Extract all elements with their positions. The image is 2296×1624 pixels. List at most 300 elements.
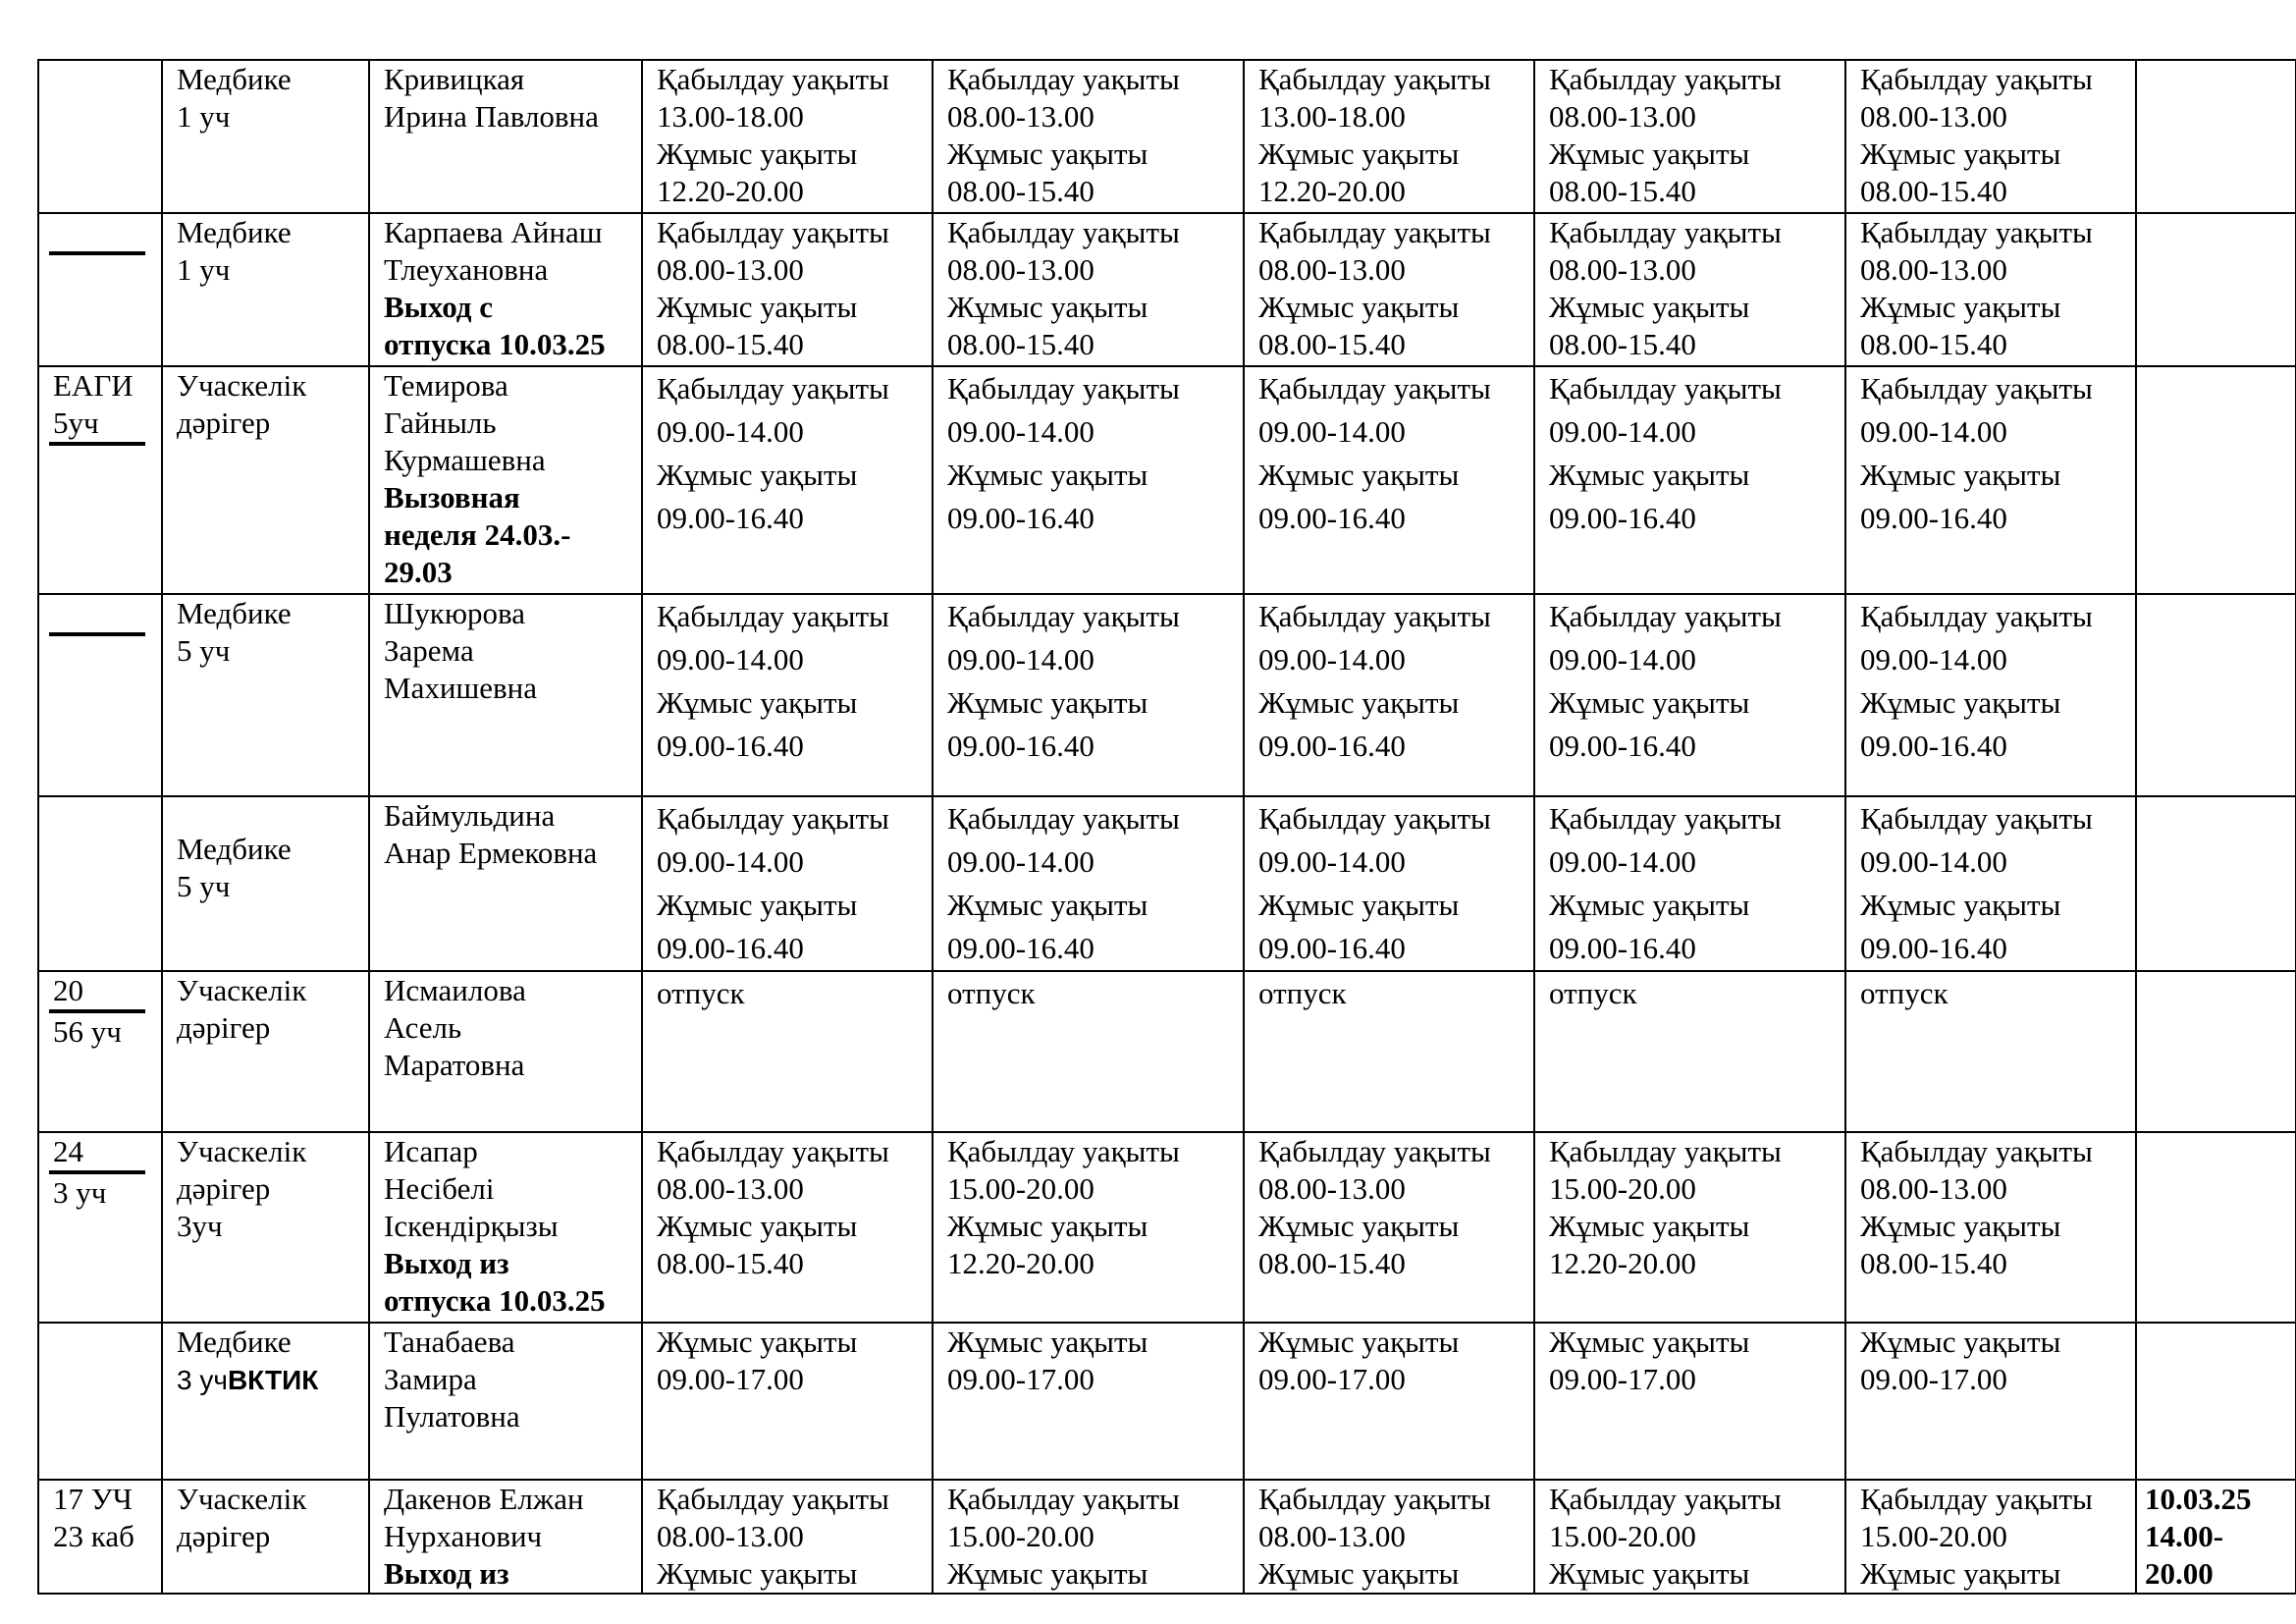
schedule-line: Жұмыс уақыты (947, 888, 1148, 922)
schedule-line: 09.00-16.40 (1860, 931, 2007, 965)
name-line: Шукюрова (384, 596, 525, 630)
schedule-line: отпуск (1860, 976, 1949, 1010)
schedule-line: 09.00-16.40 (1860, 729, 2007, 763)
schedule-line: 09.00-17.00 (947, 1362, 1095, 1396)
code-cell (38, 213, 162, 366)
name-line: неделя 24.03.- (384, 517, 571, 552)
schedule-line: 12.20-20.00 (1549, 1246, 1696, 1280)
schedule-line: 12.20-20.00 (657, 174, 804, 208)
schedule-line: 09.00-16.40 (947, 729, 1095, 763)
schedule-line: Жұмыс уақыты (1549, 1325, 1750, 1359)
role-cell (162, 1480, 369, 1594)
day-cell (933, 60, 1244, 213)
schedule-line: 09.00-14.00 (1860, 414, 2007, 449)
schedule-line: 08.00-13.00 (1549, 252, 1696, 287)
role-cell (162, 1323, 369, 1480)
schedule-line: 15.00-20.00 (947, 1519, 1095, 1553)
schedule-line: Жұмыс уақыты (1258, 888, 1460, 922)
schedule-line: Қабылдау уақыты (1860, 1482, 2093, 1516)
day-cell (1534, 1480, 1845, 1594)
name-line: Выход из (384, 1556, 509, 1591)
day-cell (642, 971, 933, 1132)
schedule-line: 08.00-13.00 (1258, 252, 1406, 287)
schedule-line: 13.00-18.00 (657, 99, 804, 134)
schedule-line: 12.20-20.00 (1258, 174, 1406, 208)
schedule-line: 09.00-17.00 (1860, 1362, 2007, 1396)
day-cell (642, 60, 933, 213)
note-line: 20.00 (2145, 1556, 2214, 1591)
schedule-line: Жұмыс уақыты (657, 136, 858, 171)
schedule-line: 09.00-16.40 (1549, 931, 1696, 965)
name-line: Исмаилова (384, 973, 526, 1007)
table-row (38, 971, 2296, 1132)
role-cell (162, 1132, 369, 1323)
note-cell (2136, 1480, 2296, 1594)
schedule-line: Қабылдау уақыты (1258, 599, 1491, 633)
code-cell (38, 796, 162, 971)
role-line: Медбике (177, 596, 292, 630)
table-row (38, 366, 2296, 594)
name-line: Баймульдина (384, 798, 556, 833)
day-cell (933, 213, 1244, 366)
name-line: отпуска 10.03.25 (384, 327, 606, 361)
schedule-line: 09.00-14.00 (947, 642, 1095, 677)
schedule-line: Қабылдау уақыты (1860, 215, 2093, 249)
schedule-line: отпуск (1549, 976, 1637, 1010)
role-prefix: 3 уч (177, 1365, 228, 1395)
table-row (38, 1323, 2296, 1480)
schedule-line: 08.00-13.00 (657, 1171, 804, 1206)
day-cell (1845, 796, 2136, 971)
schedule-line: Қабылдау уақыты (947, 62, 1180, 96)
day-cell (642, 796, 933, 971)
schedule-line: Жұмыс уақыты (1258, 136, 1460, 171)
schedule-line: Жұмыс уақыты (947, 1209, 1148, 1243)
schedule-line: 15.00-20.00 (1860, 1519, 2007, 1553)
schedule-line: отпуск (1258, 976, 1347, 1010)
schedule-line: Жұмыс уақыты (1549, 1209, 1750, 1243)
schedule-line: Жұмыс уақыты (1860, 458, 2061, 492)
day-cell (642, 366, 933, 594)
schedule-line: Жұмыс уақыты (657, 1209, 858, 1243)
name-line: Махишевна (384, 671, 538, 705)
schedule-line: Жұмыс уақыты (1549, 1556, 1750, 1591)
day-cell (1244, 366, 1534, 594)
note-line: 10.03.25 (2145, 1482, 2252, 1516)
day-cell (1534, 594, 1845, 796)
role-line: Медбике (177, 832, 292, 866)
schedule-line: Жұмыс уақыты (1860, 1209, 2061, 1243)
day-cell (1845, 1132, 2136, 1323)
name-cell (369, 366, 642, 594)
schedule-line: Қабылдау уақыты (1258, 62, 1491, 96)
role-dept: ВКТИК (227, 1365, 319, 1395)
schedule-line: 08.00-15.40 (947, 174, 1095, 208)
schedule-line: Қабылдау уақыты (1860, 371, 2093, 406)
schedule-line: Жұмыс уақыты (1258, 1209, 1460, 1243)
schedule-line: Қабылдау уақыты (1549, 599, 1782, 633)
name-line: Выход с (384, 290, 493, 324)
schedule-line: Қабылдау уақыты (1549, 801, 1782, 836)
role-line: дәрігер (177, 1519, 271, 1553)
schedule-line: 08.00-15.40 (1860, 1246, 2007, 1280)
role-cell (162, 971, 369, 1132)
role-cell (162, 594, 369, 796)
name-line: Гайныль (384, 406, 497, 440)
schedule-line: 09.00-16.40 (657, 501, 804, 535)
schedule-line: 15.00-20.00 (1549, 1519, 1696, 1553)
schedule-line: 08.00-13.00 (1860, 1171, 2007, 1206)
schedule-line: 12.20-20.00 (947, 1246, 1095, 1280)
schedule-line: Жұмыс уақыты (947, 458, 1148, 492)
schedule-line: 08.00-13.00 (947, 99, 1095, 134)
note-line: 14.00- (2145, 1519, 2224, 1553)
name-line: Несібелі (384, 1171, 495, 1206)
schedule-line: 08.00-15.40 (1258, 1246, 1406, 1280)
schedule-line: 08.00-13.00 (1549, 99, 1696, 134)
schedule-line: Қабылдау уақыты (947, 215, 1180, 249)
schedule-line: Жұмыс уақыты (947, 136, 1148, 171)
schedule-line: 09.00-16.40 (1258, 729, 1406, 763)
dash-line (49, 251, 145, 255)
day-cell (1534, 971, 1845, 1132)
schedule-line: Жұмыс уақыты (1549, 458, 1750, 492)
schedule-line: Жұмыс уақыты (947, 1325, 1148, 1359)
role-line: 1 уч (177, 252, 231, 287)
schedule-line: Қабылдау уақыты (1860, 1134, 2093, 1168)
table-row (38, 796, 2296, 971)
note-cell (2136, 1132, 2296, 1323)
day-cell (1244, 971, 1534, 1132)
schedule-line: Қабылдау уақыты (1258, 371, 1491, 406)
schedule-line: 09.00-14.00 (1258, 414, 1406, 449)
schedule-line: Қабылдау уақыты (947, 599, 1180, 633)
schedule-line: Қабылдау уақыты (1258, 1134, 1491, 1168)
schedule-line: 13.00-18.00 (1258, 99, 1406, 134)
day-cell (1244, 60, 1534, 213)
code-cell (38, 1323, 162, 1480)
role-line: дәрігер (177, 1171, 271, 1206)
schedule-line: 09.00-14.00 (657, 414, 804, 449)
schedule-line: Жұмыс уақыты (1258, 458, 1460, 492)
note-cell (2136, 1323, 2296, 1480)
schedule-line: 09.00-16.40 (1549, 501, 1696, 535)
code-cell (38, 971, 162, 1132)
schedule-line: 15.00-20.00 (1549, 1171, 1696, 1206)
schedule-line: 15.00-20.00 (947, 1171, 1095, 1206)
schedule-line: Қабылдау уақыты (657, 1134, 889, 1168)
schedule-line: 09.00-16.40 (657, 729, 804, 763)
code-cell (38, 594, 162, 796)
name-line: Зарема (384, 633, 474, 668)
code-top: ЕАГИ (53, 368, 133, 403)
schedule-line: Жұмыс уақыты (947, 685, 1148, 720)
schedule-line: 08.00-13.00 (1860, 99, 2007, 134)
day-cell (1244, 213, 1534, 366)
schedule-line: Қабылдау уақыты (947, 801, 1180, 836)
day-cell (1845, 213, 2136, 366)
schedule-line: 09.00-14.00 (1549, 414, 1696, 449)
role-cell (162, 60, 369, 213)
day-cell (642, 213, 933, 366)
note-cell (2136, 366, 2296, 594)
schedule-line: 08.00-15.40 (1549, 327, 1696, 361)
schedule-line: Қабылдау уақыты (657, 1482, 889, 1516)
name-line: Дакенов Елжан (384, 1482, 584, 1516)
schedule-line: 09.00-14.00 (1549, 642, 1696, 677)
schedule-line: Жұмыс уақыты (1258, 1556, 1460, 1591)
code-bottom: 3 уч (53, 1175, 107, 1210)
schedule-line: отпуск (947, 976, 1036, 1010)
schedule-line: 08.00-15.40 (947, 327, 1095, 361)
table-row (38, 1480, 2296, 1594)
role-cell (162, 213, 369, 366)
schedule-line: Қабылдау уақыты (1549, 1482, 1782, 1516)
code-line: 23 каб (53, 1519, 134, 1553)
schedule-line: Қабылдау уақыты (657, 62, 889, 96)
schedule-line: 09.00-16.40 (1860, 501, 2007, 535)
role-line: Медбике (177, 1325, 292, 1359)
day-cell (933, 1132, 1244, 1323)
schedule-line: Жұмыс уақыты (657, 458, 858, 492)
code-cell (38, 366, 162, 594)
schedule-line: Жұмыс уақыты (657, 1556, 858, 1591)
schedule-line: 08.00-15.40 (657, 1246, 804, 1280)
name-line: Вызовная (384, 480, 520, 514)
name-line: Маратовна (384, 1048, 525, 1082)
role-cell (162, 796, 369, 971)
role-line: дәрігер (177, 1010, 271, 1045)
day-cell (642, 594, 933, 796)
day-cell (1244, 1132, 1534, 1323)
day-cell (1845, 366, 2136, 594)
code-bottom: 56 уч (53, 1014, 122, 1049)
schedule-line: 09.00-14.00 (947, 414, 1095, 449)
schedule-line: 09.00-14.00 (657, 642, 804, 677)
dash-line (49, 632, 145, 636)
schedule-line: 08.00-15.40 (1549, 174, 1696, 208)
schedule-line: 09.00-17.00 (657, 1362, 804, 1396)
schedule-line: 08.00-13.00 (1860, 252, 2007, 287)
day-cell (1244, 1480, 1534, 1594)
schedule-line: отпуск (657, 976, 745, 1010)
name-line: Асель (384, 1010, 462, 1045)
day-cell (933, 971, 1244, 1132)
schedule-line: Жұмыс уақыты (1860, 1325, 2061, 1359)
schedule-line: 08.00-13.00 (1258, 1171, 1406, 1206)
name-cell (369, 971, 642, 1132)
day-cell (1534, 60, 1845, 213)
schedule-line: Жұмыс уақыты (1258, 1325, 1460, 1359)
name-line: Замира (384, 1362, 477, 1396)
schedule-line: Жұмыс уақыты (1860, 1556, 2061, 1591)
day-cell (1845, 594, 2136, 796)
fraction-line (49, 442, 145, 446)
day-cell (642, 1132, 933, 1323)
code-top: 24 (53, 1134, 83, 1168)
schedule-line: Жұмыс уақыты (657, 685, 858, 720)
schedule-line: Жұмыс уақыты (1860, 888, 2061, 922)
role-line: 5 уч (177, 869, 231, 903)
role-line: дәрігер (177, 406, 271, 440)
schedule-line: Жұмыс уақыты (1549, 685, 1750, 720)
role-line: Медбике (177, 62, 292, 96)
schedule-line: 08.00-15.40 (1860, 327, 2007, 361)
name-line: Іскендірқызы (384, 1209, 559, 1243)
day-cell (1534, 1323, 1845, 1480)
schedule-line: 08.00-13.00 (657, 252, 804, 287)
table-row (38, 594, 2296, 796)
note-cell (2136, 60, 2296, 213)
schedule-line: 09.00-14.00 (947, 844, 1095, 879)
schedule-line: Жұмыс уақыты (1860, 290, 2061, 324)
name-line: Ирина Павловна (384, 99, 599, 134)
schedule-line: 09.00-16.40 (947, 931, 1095, 965)
schedule-line: 08.00-15.40 (657, 327, 804, 361)
schedule-line: 08.00-13.00 (657, 1519, 804, 1553)
day-cell (1845, 60, 2136, 213)
name-line: Пулатовна (384, 1399, 520, 1434)
day-cell (1534, 1132, 1845, 1323)
schedule-line: Жұмыс уақыты (1258, 685, 1460, 720)
code-line: 17 УЧ (53, 1482, 133, 1516)
schedule-line: Жұмыс уақыты (1549, 136, 1750, 171)
schedule-line: 09.00-16.40 (947, 501, 1095, 535)
schedule-line: Жұмыс уақыты (947, 1556, 1148, 1591)
schedule-line: 09.00-16.40 (1549, 729, 1696, 763)
name-line: Карпаева Айнаш (384, 215, 603, 249)
schedule-line: Қабылдау уақыты (1549, 62, 1782, 96)
day-cell (1244, 796, 1534, 971)
schedule-line: 08.00-13.00 (947, 252, 1095, 287)
schedule-line: 09.00-14.00 (657, 844, 804, 879)
schedule-line: Қабылдау уақыты (1258, 801, 1491, 836)
schedule-line: 09.00-14.00 (1860, 844, 2007, 879)
schedule-line: 09.00-16.40 (657, 931, 804, 965)
role-line: 5 уч (177, 633, 231, 668)
name-cell (369, 60, 642, 213)
name-line: Танабаева (384, 1325, 515, 1359)
day-cell (1534, 366, 1845, 594)
schedule-line: Жұмыс уақыты (657, 290, 858, 324)
name-line: Тлеухановна (384, 252, 549, 287)
schedule-line: Қабылдау уақыты (947, 1482, 1180, 1516)
name-line: Выход из (384, 1246, 509, 1280)
name-line: Курмашевна (384, 443, 546, 477)
day-cell (1845, 1480, 2136, 1594)
role-line: Учаскелік (177, 1482, 307, 1516)
name-cell (369, 1132, 642, 1323)
name-cell (369, 1323, 642, 1480)
schedule-line: Қабылдау уақыты (657, 371, 889, 406)
schedule-line: Қабылдау уақыты (947, 1134, 1180, 1168)
role-line (177, 1361, 354, 1399)
name-line: Темирова (384, 368, 508, 403)
schedule-line: Қабылдау уақыты (657, 599, 889, 633)
schedule-line: 09.00-17.00 (1258, 1362, 1406, 1396)
schedule-line: 09.00-16.40 (1258, 931, 1406, 965)
note-cell (2136, 594, 2296, 796)
table-row (38, 60, 2296, 213)
schedule-line: Жұмыс уақыты (1860, 136, 2061, 171)
schedule-line: Қабылдау уақыты (1860, 62, 2093, 96)
schedule-line: Жұмыс уақыты (657, 1325, 858, 1359)
day-cell (1845, 1323, 2136, 1480)
day-cell (933, 594, 1244, 796)
schedule-table (37, 59, 2296, 1595)
day-cell (1845, 971, 2136, 1132)
schedule-line: 09.00-14.00 (1549, 844, 1696, 879)
name-cell (369, 796, 642, 971)
schedule-line: 09.00-14.00 (1258, 844, 1406, 879)
day-cell (933, 1323, 1244, 1480)
schedule-line: 08.00-13.00 (1258, 1519, 1406, 1553)
role-line: Учаскелік (177, 368, 307, 403)
table-row (38, 213, 2296, 366)
schedule-line: 08.00-15.40 (1860, 174, 2007, 208)
schedule-line: 09.00-17.00 (1549, 1362, 1696, 1396)
schedule-line: Қабылдау уақыты (657, 801, 889, 836)
name-cell (369, 594, 642, 796)
schedule-line: Жұмыс уақыты (1258, 290, 1460, 324)
schedule-line: Қабылдау уақыты (1258, 215, 1491, 249)
schedule-line: Жұмыс уақыты (1549, 290, 1750, 324)
role-line: Учаскелік (177, 973, 307, 1007)
role-line: 1 уч (177, 99, 231, 134)
schedule-line: Қабылдау уақыты (1860, 801, 2093, 836)
code-cell (38, 1132, 162, 1323)
code-bottom: 5уч (53, 406, 99, 440)
schedule-line: Қабылдау уақыты (1549, 371, 1782, 406)
table-row (38, 1132, 2296, 1323)
schedule-line: 09.00-14.00 (1258, 642, 1406, 677)
schedule-line: Қабылдау уақыты (1549, 215, 1782, 249)
schedule-line: Қабылдау уақыты (1258, 1482, 1491, 1516)
name-line: отпуска 10.03.25 (384, 1283, 606, 1318)
note-cell (2136, 796, 2296, 971)
code-cell (38, 1480, 162, 1594)
role-line: Учаскелік (177, 1134, 307, 1168)
schedule-line: Қабылдау уақыты (1860, 599, 2093, 633)
schedule-line: Қабылдау уақыты (1549, 1134, 1782, 1168)
schedule-line: Жұмыс уақыты (657, 888, 858, 922)
day-cell (1534, 213, 1845, 366)
role-cell (162, 366, 369, 594)
day-cell (642, 1480, 933, 1594)
day-cell (1244, 594, 1534, 796)
name-cell (369, 213, 642, 366)
day-cell (933, 1480, 1244, 1594)
schedule-line: Жұмыс уақыты (947, 290, 1148, 324)
role-line: Медбике (177, 215, 292, 249)
name-line: 29.03 (384, 555, 453, 589)
schedule-line: Қабылдау уақыты (657, 215, 889, 249)
schedule-line: 09.00-16.40 (1258, 501, 1406, 535)
day-cell (933, 796, 1244, 971)
note-cell (2136, 213, 2296, 366)
role-line: 3уч (177, 1209, 223, 1243)
day-cell (1244, 1323, 1534, 1480)
code-top: 20 (53, 973, 83, 1007)
day-cell (933, 366, 1244, 594)
name-cell (369, 1480, 642, 1594)
schedule-line: Жұмыс уақыты (1549, 888, 1750, 922)
name-line: Нурханович (384, 1519, 543, 1553)
day-cell (1534, 796, 1845, 971)
schedule-line: 09.00-14.00 (1860, 642, 2007, 677)
note-cell (2136, 971, 2296, 1132)
schedule-line: Жұмыс уақыты (1860, 685, 2061, 720)
